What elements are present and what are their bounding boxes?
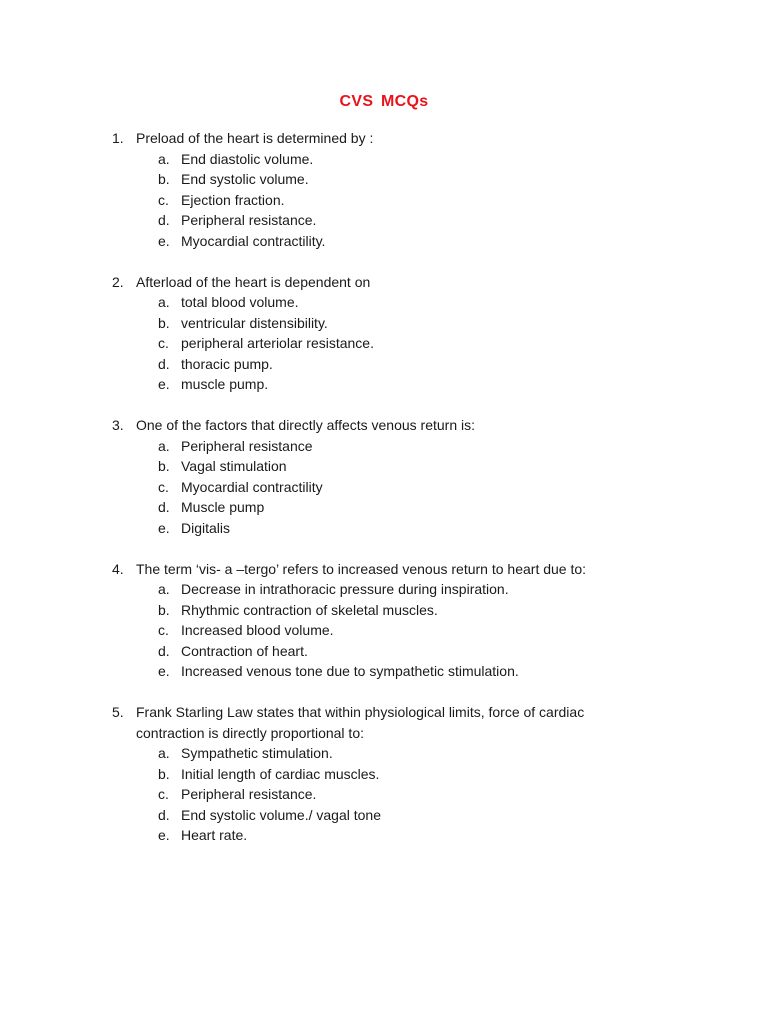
- page-title: CVS MCQs: [339, 93, 429, 110]
- option-text: End systolic volume.: [181, 171, 309, 187]
- answer-option: [0, 149, 768, 170]
- option-text: Vagal stimulation: [181, 458, 287, 474]
- option-text: ventricular distensibility.: [181, 314, 328, 331]
- question-text: One of the factors that directly affects venous return is:: [136, 417, 476, 433]
- option-letter: b.: [158, 601, 170, 618]
- option-letter: a.: [158, 581, 170, 597]
- option-letter: b.: [158, 765, 170, 782]
- question-number: 2.: [112, 273, 124, 290]
- answer-option: [0, 456, 768, 477]
- option-letter: e.: [158, 827, 170, 843]
- option-text: Increased venous tone due to sympathetic stimulation.: [181, 663, 519, 679]
- option-letter: e.: [158, 232, 170, 249]
- option-letter: e.: [158, 519, 170, 536]
- answer-option: [0, 354, 768, 375]
- answer-option: [0, 641, 768, 662]
- option-text: Peripheral resistance.: [181, 212, 317, 228]
- option-letter: d.: [158, 642, 170, 659]
- option-text: End diastolic volume.: [181, 150, 314, 167]
- option-letter: d.: [158, 212, 170, 228]
- option-text: peripheral arteriolar resistance.: [181, 335, 374, 351]
- option-text: total blood volume.: [181, 294, 299, 310]
- option-letter: a.: [158, 150, 170, 167]
- question-number: 4.: [112, 560, 124, 577]
- answer-option: [0, 313, 768, 334]
- answer-option: [0, 292, 768, 313]
- answer-option: [0, 743, 768, 764]
- question-number: 3.: [112, 417, 124, 433]
- answer-option: [0, 579, 768, 600]
- question-4: [0, 559, 768, 682]
- option-letter: a.: [158, 437, 170, 454]
- question-text: contraction is directly proportional to:: [136, 724, 364, 741]
- answer-option: [0, 825, 768, 846]
- question-stem-line: [0, 559, 768, 580]
- answer-option: [0, 497, 768, 518]
- option-letter: d.: [158, 499, 170, 515]
- option-text: End systolic volume./ vagal tone: [181, 806, 381, 823]
- option-text: Peripheral resistance.: [181, 786, 317, 802]
- option-text: Ejection fraction.: [181, 191, 285, 208]
- question-3: [0, 415, 768, 538]
- question-text: Preload of the heart is determined by :: [136, 130, 374, 146]
- answer-option: [0, 764, 768, 785]
- question-stem-line: [0, 415, 768, 436]
- answer-option: [0, 600, 768, 621]
- option-letter: d.: [158, 806, 170, 823]
- option-text: Peripheral resistance: [181, 437, 313, 454]
- question-stem-line: [0, 272, 768, 293]
- answer-option: [0, 477, 768, 498]
- question-stem-line: [0, 723, 768, 744]
- answer-option: [0, 805, 768, 826]
- option-letter: a.: [158, 745, 170, 761]
- option-letter: c.: [158, 335, 169, 351]
- question-stem-line: [0, 702, 768, 723]
- option-text: muscle pump.: [181, 376, 269, 392]
- question-2: [0, 272, 768, 395]
- option-text: Myocardial contractility: [181, 478, 323, 495]
- option-letter: b.: [158, 458, 170, 474]
- question-5: [0, 702, 768, 846]
- option-letter: b.: [158, 314, 170, 331]
- option-text: Heart rate.: [181, 827, 248, 843]
- question-number: 1.: [112, 130, 124, 146]
- option-letter: e.: [158, 663, 170, 679]
- option-text: Muscle pump: [181, 499, 265, 515]
- option-text: Rhythmic contraction of skeletal muscles.: [181, 601, 438, 618]
- option-text: Decrease in intrathoracic pressure during inspiration.: [181, 581, 509, 597]
- option-text: Initial length of cardiac muscles.: [181, 765, 380, 782]
- question-number: 5.: [112, 704, 124, 720]
- option-letter: e.: [158, 376, 170, 392]
- option-text: Digitalis: [181, 519, 231, 536]
- option-letter: c.: [158, 786, 169, 802]
- option-text: Sympathetic stimulation.: [181, 745, 333, 761]
- option-text: Contraction of heart.: [181, 642, 308, 659]
- question-text: Frank Starling Law states that within physiological limits, force of cardiac: [136, 704, 585, 720]
- answer-option: [0, 169, 768, 190]
- answer-option: [0, 190, 768, 211]
- answer-option: [0, 374, 768, 395]
- question-1: [0, 128, 768, 251]
- answer-option: [0, 333, 768, 354]
- answer-option: [0, 620, 768, 641]
- answer-option: [0, 436, 768, 457]
- question-list: [0, 128, 768, 866]
- question-stem-line: [0, 128, 768, 149]
- answer-option: [0, 518, 768, 539]
- option-letter: a.: [158, 294, 170, 310]
- option-text: Increased blood volume.: [181, 622, 334, 638]
- question-text: The term ‘vis- a –tergo’ refers to increased venous return to heart due to:: [136, 560, 587, 577]
- answer-option: [0, 210, 768, 231]
- answer-option: [0, 231, 768, 252]
- option-letter: c.: [158, 478, 169, 495]
- answer-option: [0, 661, 768, 682]
- option-letter: c.: [158, 191, 169, 208]
- question-text: Afterload of the heart is dependent on: [136, 273, 371, 290]
- option-letter: c.: [158, 622, 169, 638]
- option-text: Myocardial contractility.: [181, 232, 326, 249]
- option-letter: b.: [158, 171, 170, 187]
- option-letter: d.: [158, 355, 170, 372]
- option-text: thoracic pump.: [181, 355, 273, 372]
- answer-option: [0, 784, 768, 805]
